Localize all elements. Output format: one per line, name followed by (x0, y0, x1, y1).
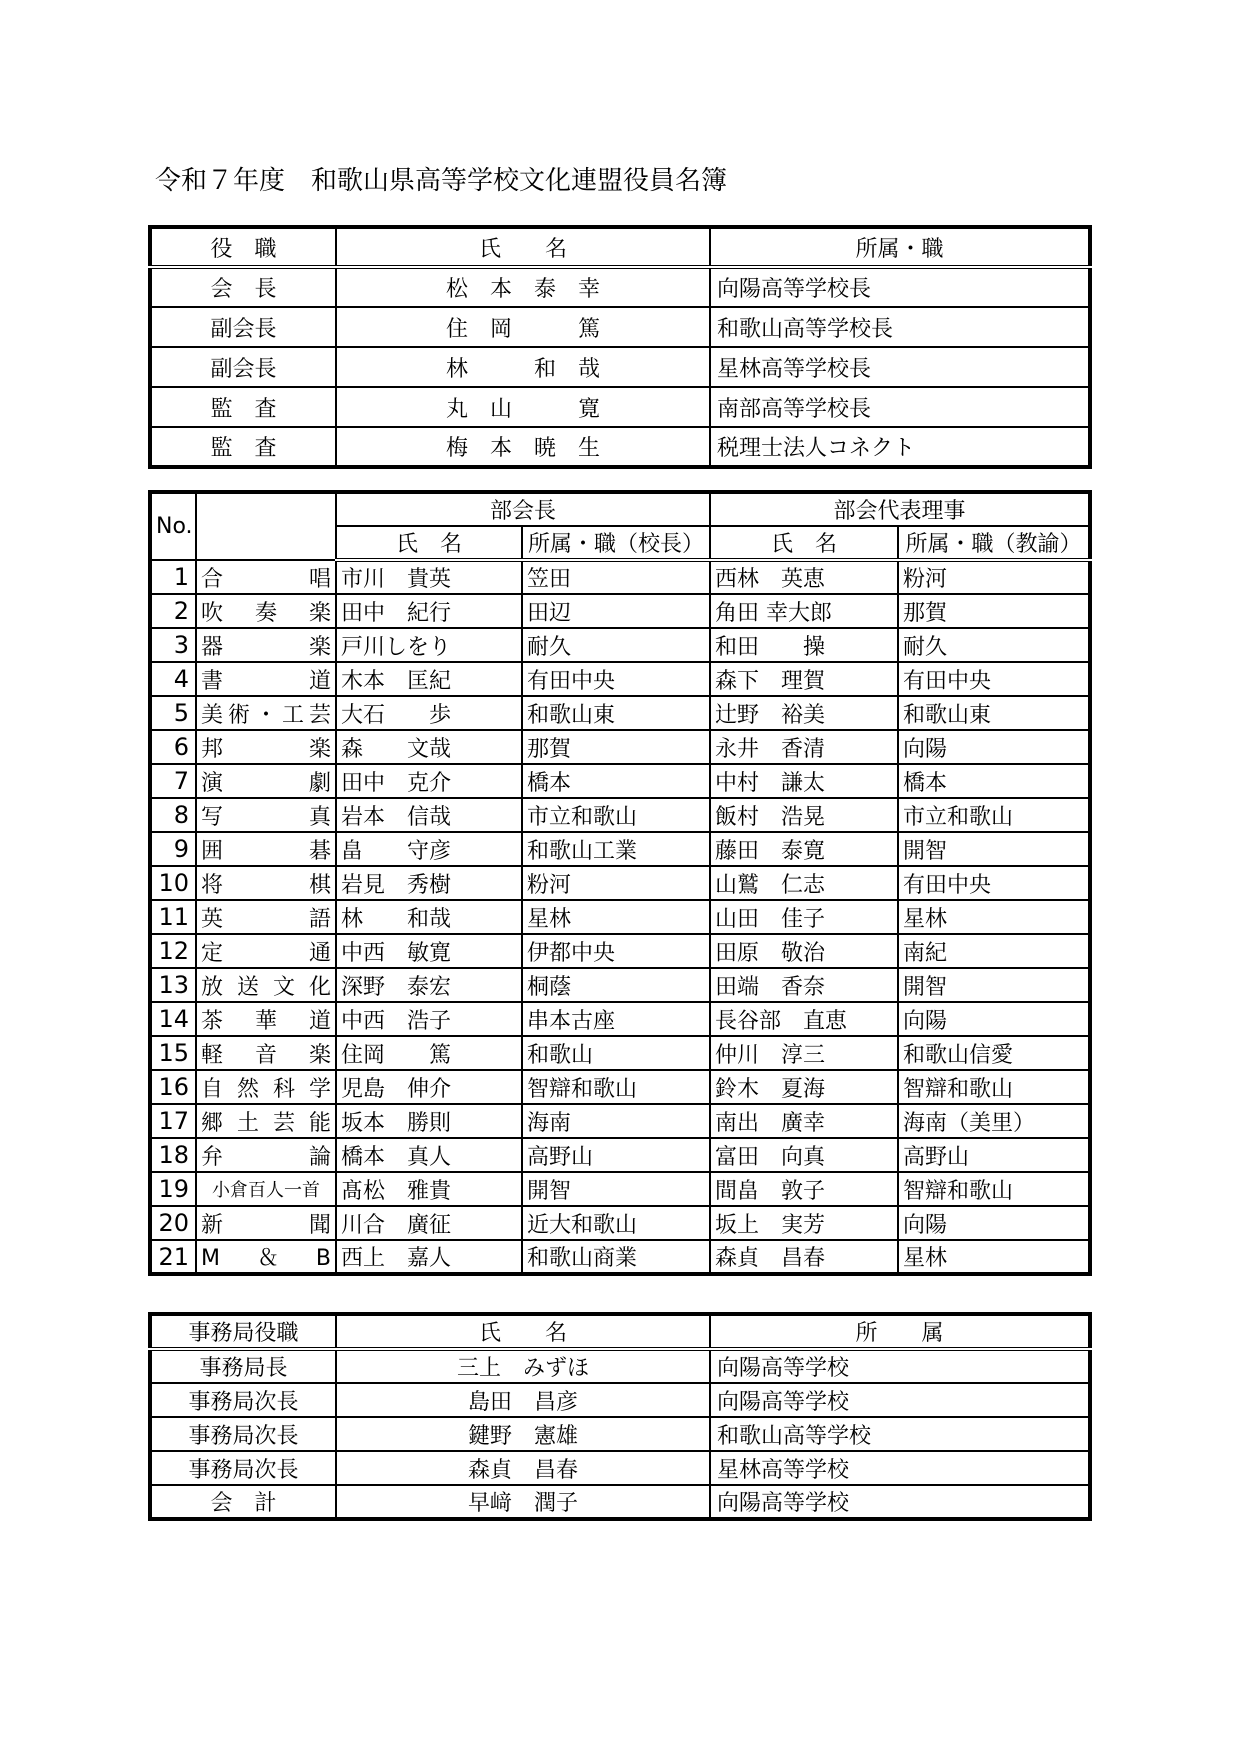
secretariat-row (150, 1417, 1090, 1451)
header-representative: 部会代表理事 (710, 492, 1090, 526)
rep-name: 富田 向真 (710, 1138, 898, 1172)
club-name: M＆B (196, 1240, 336, 1274)
club-name: 放送文化 (196, 968, 336, 1002)
chair-school: 開智 (522, 1172, 710, 1206)
club-row (150, 1138, 1090, 1172)
club-row (150, 696, 1090, 730)
rep-name: 長谷部 直恵 (710, 1002, 898, 1036)
chair-school: 和歌山商業 (522, 1240, 710, 1274)
club-no: 12 (150, 934, 196, 968)
rep-school: 有田中央 (898, 866, 1090, 900)
club-no: 3 (150, 628, 196, 662)
club-row (150, 798, 1090, 832)
rep-name: 森下 理賀 (710, 662, 898, 696)
club-no: 18 (150, 1138, 196, 1172)
header-affiliation: 所属・職 (710, 227, 1090, 267)
club-no: 2 (150, 594, 196, 628)
club-name: 小倉百人一首 (196, 1172, 336, 1206)
club-no: 8 (150, 798, 196, 832)
secretariat-row (150, 1485, 1090, 1519)
officer-row (150, 387, 1090, 427)
rep-name: 田原 敬治 (710, 934, 898, 968)
rep-name: 森貞 昌春 (710, 1240, 898, 1274)
chair-name: 髙松 雅貴 (336, 1172, 522, 1206)
officer-row (150, 307, 1090, 347)
club-no: 9 (150, 832, 196, 866)
secretariat-affiliation: 和歌山高等学校 (710, 1417, 1090, 1451)
rep-name: 田端 香奈 (710, 968, 898, 1002)
rep-name: 仲川 淳三 (710, 1036, 898, 1070)
chair-school: 市立和歌山 (522, 798, 710, 832)
secretariat-row (150, 1349, 1090, 1383)
officer-affiliation: 星林高等学校長 (710, 347, 1090, 387)
chair-school: 星林 (522, 900, 710, 934)
club-row (150, 832, 1090, 866)
club-row (150, 1002, 1090, 1036)
secretariat-name: 森貞 昌春 (336, 1451, 710, 1485)
club-name: 演劇 (196, 764, 336, 798)
chair-school: 耐久 (522, 628, 710, 662)
officer-row (150, 267, 1090, 307)
rep-name: 山鷲 仁志 (710, 866, 898, 900)
chair-school: 有田中央 (522, 662, 710, 696)
chair-name: 木本 匡紀 (336, 662, 522, 696)
club-row (150, 900, 1090, 934)
rep-school: 開智 (898, 832, 1090, 866)
rep-name: 永井 香清 (710, 730, 898, 764)
chair-name: 林 和哉 (336, 900, 522, 934)
rep-school: 南紀 (898, 934, 1090, 968)
rep-school: 星林 (898, 900, 1090, 934)
rep-school: 開智 (898, 968, 1090, 1002)
secretariat-row (150, 1383, 1090, 1417)
club-name: 器楽 (196, 628, 336, 662)
club-row (150, 560, 1090, 594)
chair-name: 岩見 秀樹 (336, 866, 522, 900)
clubs-header-row-1 (150, 492, 1090, 526)
chair-name: 児島 伸介 (336, 1070, 522, 1104)
chair-name: 西上 嘉人 (336, 1240, 522, 1274)
header-sec-name: 氏 名 (336, 1314, 710, 1349)
rep-name: 間畠 敦子 (710, 1172, 898, 1206)
officer-name: 梅 本 暁 生 (336, 427, 710, 467)
clubs-table (148, 490, 1092, 1276)
officer-affiliation: 和歌山高等学校長 (710, 307, 1090, 347)
header-chair-name: 氏 名 (336, 526, 522, 560)
club-name: 英語 (196, 900, 336, 934)
secretariat-affiliation: 向陽高等学校 (710, 1349, 1090, 1383)
secretariat-role: 事務局長 (150, 1349, 336, 1383)
chair-name: 戸川しをり (336, 628, 522, 662)
club-no: 10 (150, 866, 196, 900)
secretariat-role: 事務局次長 (150, 1417, 336, 1451)
chair-school: 高野山 (522, 1138, 710, 1172)
rep-school: 橋本 (898, 764, 1090, 798)
rep-name: 山田 佳子 (710, 900, 898, 934)
chair-name: 橋本 真人 (336, 1138, 522, 1172)
chair-name: 畠 守彦 (336, 832, 522, 866)
club-name: 弁論 (196, 1138, 336, 1172)
header-club-blank (196, 492, 336, 560)
officers-header-row (150, 227, 1090, 267)
rep-school: 星林 (898, 1240, 1090, 1274)
club-name: 囲碁 (196, 832, 336, 866)
officer-name: 丸 山 寛 (336, 387, 710, 427)
rep-school: 高野山 (898, 1138, 1090, 1172)
chair-name: 岩本 信哉 (336, 798, 522, 832)
secretariat-name: 鍵野 憲雄 (336, 1417, 710, 1451)
secretariat-name: 三上 みずほ (336, 1349, 710, 1383)
club-row (150, 662, 1090, 696)
club-name: 合唱 (196, 560, 336, 594)
club-no: 11 (150, 900, 196, 934)
officer-role: 副会長 (150, 307, 336, 347)
officer-role: 監 査 (150, 387, 336, 427)
document-title: 令和７年度 和歌山県高等学校文化連盟役員名簿 (155, 166, 728, 196)
club-no: 13 (150, 968, 196, 1002)
club-no: 6 (150, 730, 196, 764)
chair-name: 大石 歩 (336, 696, 522, 730)
club-row (150, 1240, 1090, 1274)
chair-school: 近大和歌山 (522, 1206, 710, 1240)
club-no: 21 (150, 1240, 196, 1274)
club-name: 邦楽 (196, 730, 336, 764)
club-name: 軽音楽 (196, 1036, 336, 1070)
officer-row (150, 427, 1090, 467)
rep-school: 和歌山東 (898, 696, 1090, 730)
chair-name: 市川 貴英 (336, 560, 522, 594)
chair-name: 中西 浩子 (336, 1002, 522, 1036)
club-no: 16 (150, 1070, 196, 1104)
secretariat-affiliation: 星林高等学校 (710, 1451, 1090, 1485)
officer-affiliation: 向陽高等学校長 (710, 267, 1090, 307)
club-row (150, 764, 1090, 798)
rep-school: 粉河 (898, 560, 1090, 594)
rep-school: 智辯和歌山 (898, 1070, 1090, 1104)
chair-school: 那賀 (522, 730, 710, 764)
rep-school: 耐久 (898, 628, 1090, 662)
officer-role: 監 査 (150, 427, 336, 467)
club-name: 新聞 (196, 1206, 336, 1240)
header-chair-school: 所属・職（校長） (522, 526, 710, 560)
rep-school: 智辯和歌山 (898, 1172, 1090, 1206)
club-no: 5 (150, 696, 196, 730)
rep-name: 西林 英恵 (710, 560, 898, 594)
chair-school: 和歌山工業 (522, 832, 710, 866)
officer-name: 林 和 哉 (336, 347, 710, 387)
club-row (150, 628, 1090, 662)
chair-school: 粉河 (522, 866, 710, 900)
rep-school: 那賀 (898, 594, 1090, 628)
rep-name: 角田 幸大郎 (710, 594, 898, 628)
rep-name: 坂上 実芳 (710, 1206, 898, 1240)
officer-name: 松 本 泰 幸 (336, 267, 710, 307)
rep-name: 飯村 浩晃 (710, 798, 898, 832)
officer-name: 住 岡 篤 (336, 307, 710, 347)
secretariat-affiliation: 向陽高等学校 (710, 1485, 1090, 1519)
club-row (150, 730, 1090, 764)
chair-name: 坂本 勝則 (336, 1104, 522, 1138)
officer-role: 副会長 (150, 347, 336, 387)
club-name: 書道 (196, 662, 336, 696)
club-name: 美術・工芸 (196, 696, 336, 730)
chair-name: 住岡 篤 (336, 1036, 522, 1070)
officers-table (148, 225, 1092, 469)
rep-school: 向陽 (898, 1002, 1090, 1036)
club-name: 将棋 (196, 866, 336, 900)
club-no: 1 (150, 560, 196, 594)
chair-school: 田辺 (522, 594, 710, 628)
club-no: 19 (150, 1172, 196, 1206)
rep-name: 和田 操 (710, 628, 898, 662)
chair-name: 中西 敏寛 (336, 934, 522, 968)
chair-name: 川合 廣征 (336, 1206, 522, 1240)
club-row (150, 968, 1090, 1002)
rep-school: 和歌山信愛 (898, 1036, 1090, 1070)
secretariat-role: 事務局次長 (150, 1451, 336, 1485)
rep-name: 辻野 裕美 (710, 696, 898, 730)
chair-school: 串本古座 (522, 1002, 710, 1036)
chair-school: 伊都中央 (522, 934, 710, 968)
secretariat-affiliation: 向陽高等学校 (710, 1383, 1090, 1417)
officer-affiliation: 税理士法人コネクト (710, 427, 1090, 467)
club-row (150, 1172, 1090, 1206)
chair-school: 桐蔭 (522, 968, 710, 1002)
club-name: 茶華道 (196, 1002, 336, 1036)
club-name: 吹奏楽 (196, 594, 336, 628)
chair-school: 和歌山 (522, 1036, 710, 1070)
officer-affiliation: 南部高等学校長 (710, 387, 1090, 427)
chair-school: 海南 (522, 1104, 710, 1138)
rep-name: 藤田 泰寛 (710, 832, 898, 866)
chair-name: 田中 克介 (336, 764, 522, 798)
secretariat-role: 会 計 (150, 1485, 336, 1519)
chair-school: 橋本 (522, 764, 710, 798)
club-no: 4 (150, 662, 196, 696)
header-rep-school: 所属・職（教諭） (898, 526, 1090, 560)
secretariat-header-row (150, 1314, 1090, 1349)
secretariat-name: 早﨑 潤子 (336, 1485, 710, 1519)
club-no: 17 (150, 1104, 196, 1138)
officer-row (150, 347, 1090, 387)
club-name: 自然科学 (196, 1070, 336, 1104)
club-no: 20 (150, 1206, 196, 1240)
club-row (150, 1104, 1090, 1138)
club-no: 15 (150, 1036, 196, 1070)
rep-school: 向陽 (898, 730, 1090, 764)
club-no: 7 (150, 764, 196, 798)
rep-school: 海南（美里） (898, 1104, 1090, 1138)
rep-school: 市立和歌山 (898, 798, 1090, 832)
club-row (150, 1070, 1090, 1104)
header-sec-role: 事務局役職 (150, 1314, 336, 1349)
chair-school: 智辯和歌山 (522, 1070, 710, 1104)
secretariat-table (148, 1312, 1092, 1521)
club-row (150, 1036, 1090, 1070)
rep-school: 向陽 (898, 1206, 1090, 1240)
club-name: 定通 (196, 934, 336, 968)
club-row (150, 594, 1090, 628)
club-name: 写真 (196, 798, 336, 832)
club-no: 14 (150, 1002, 196, 1036)
rep-name: 中村 謙太 (710, 764, 898, 798)
chair-school: 笠田 (522, 560, 710, 594)
header-rep-name: 氏 名 (710, 526, 898, 560)
secretariat-name: 島田 昌彦 (336, 1383, 710, 1417)
club-row (150, 934, 1090, 968)
rep-name: 南出 廣幸 (710, 1104, 898, 1138)
officer-role: 会 長 (150, 267, 336, 307)
header-chair: 部会長 (336, 492, 710, 526)
secretariat-role: 事務局次長 (150, 1383, 336, 1417)
chair-school: 和歌山東 (522, 696, 710, 730)
chair-name: 森 文哉 (336, 730, 522, 764)
secretariat-row (150, 1451, 1090, 1485)
header-role: 役 職 (150, 227, 336, 267)
rep-name: 鈴木 夏海 (710, 1070, 898, 1104)
rep-school: 有田中央 (898, 662, 1090, 696)
header-name: 氏 名 (336, 227, 710, 267)
chair-name: 田中 紀行 (336, 594, 522, 628)
header-no: No. (150, 492, 196, 560)
club-name: 郷土芸能 (196, 1104, 336, 1138)
header-sec-affiliation: 所 属 (710, 1314, 1090, 1349)
club-row (150, 1206, 1090, 1240)
club-row (150, 866, 1090, 900)
chair-name: 深野 泰宏 (336, 968, 522, 1002)
